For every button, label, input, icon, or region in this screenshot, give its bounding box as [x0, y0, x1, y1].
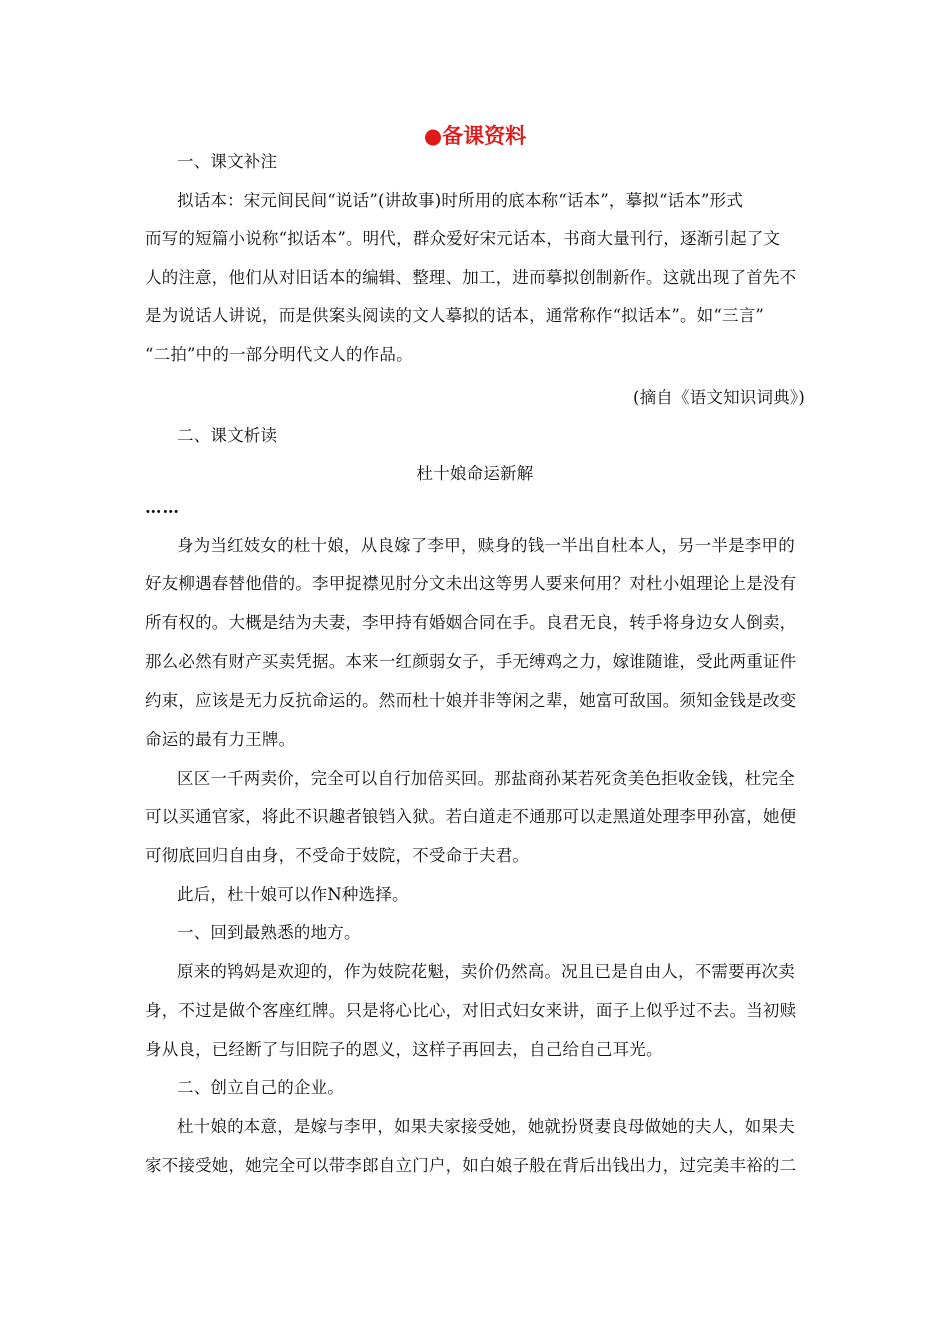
paragraph-line: 身，不过是做个客座红牌。只是将心比心，对旧式妇女来讲，面子上似乎过不去。当初赎 [145, 1001, 797, 1020]
paragraph-line: 原来的鸨妈是欢迎的，作为妓院花魁，卖价仍然高。况且已是自由人，不需要再次卖 [177, 962, 795, 981]
paragraph-line: 命运的最有力王牌。 [145, 730, 296, 749]
red-bullet-icon: ● [423, 124, 443, 148]
paragraph-line: 所有权的。大概是结为夫妻，李甲持有婚姻合同在手。良君无良，转手将身边女人倒卖， [145, 613, 797, 632]
option-heading-2: 二、创立自己的企业。 [177, 1078, 344, 1097]
ellipsis: …… [145, 498, 180, 517]
paragraph-line: 拟话本：宋元间民间“说话”(讲故事)时所用的底本称“话本”，摹拟“话本”形式 [177, 191, 744, 210]
paragraph-line: 此后，杜十娘可以作N种选择。 [177, 885, 409, 904]
paragraph-line: 身从良，已经断了与旧院子的恩义，这样子再回去，自己给自己耳光。 [145, 1040, 663, 1059]
option-heading-1: 一、回到最熟悉的地方。 [177, 923, 361, 942]
paragraph-line: 好友柳遇春替他借的。李甲捉襟见肘分文未出这等男人要来何用？对杜小姐理论上是没有 [145, 574, 797, 593]
paragraph-line: “二拍”中的一部分明代文人的作品。 [145, 345, 413, 364]
paragraph-line: 杜十娘的本意，是嫁与李甲，如果夫家接受她，她就扮贤妻良母做她的夫人，如果夫 [177, 1117, 795, 1136]
paragraph-line: 可以买通官家，将此不识趣者锒铛入狱。若白道走不通那可以走黑道处理李甲孙富，她便 [145, 807, 797, 826]
paragraph-line: 可彻底回归自由身，不受命于妓院，不受命于夫君。 [145, 846, 530, 865]
paragraph-line: 而写的短篇小说称“拟话本”。明代，群众爱好宋元话本，书商大量刊行，逐渐引起了文 [145, 229, 781, 248]
page-title [0, 122, 950, 150]
paragraph-line: 家不接受她，她完全可以带李郎自立门户，如白娘子般在背后出钱出力，过完美丰裕的二 [145, 1156, 797, 1175]
section-heading-2: 二、课文析读 [177, 426, 278, 445]
paragraph-line: 身为当红妓女的杜十娘，从良嫁了李甲，赎身的钱一半出自杜本人，另一半是李甲的 [177, 536, 795, 555]
page-title-text: 备课资料 [442, 124, 527, 148]
article-title: 杜十娘命运新解 [416, 464, 534, 483]
paragraph-line: 人的注意，他们从对旧话本的编辑、整理、加工，进而摹拟创制新作。这就出现了首先不 [145, 268, 797, 287]
paragraph-line: 约束，应该是无力反抗命运的。然而杜十娘并非等闲之辈，她富可敌国。须知金钱是改变 [145, 691, 797, 710]
paragraph-line: 那么必然有财产买卖凭据。本来一红颜弱女子，手无缚鸡之力，嫁谁随谁，受此两重证件 [145, 652, 797, 671]
source-citation: (摘自《语文知识词典》) [632, 388, 805, 407]
section-heading-1: 一、课文补注 [177, 152, 278, 171]
paragraph-line: 是为说话人讲说，而是供案头阅读的文人摹拟的话本，通常称作“拟话本”。如“三言” [145, 306, 765, 325]
paragraph-line: 区区一千两卖价，完全可以自行加倍买回。那盐商孙某若死贪美色拒收金钱，杜完全 [177, 769, 795, 788]
